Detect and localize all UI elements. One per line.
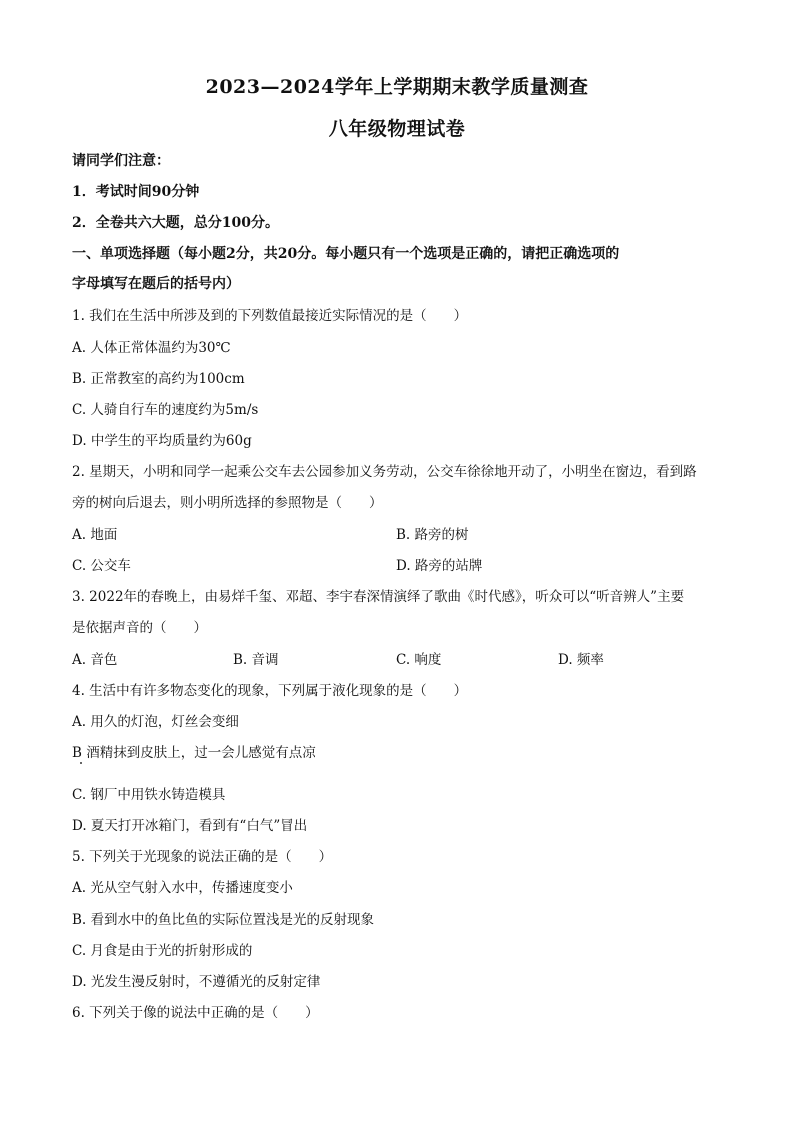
notice-item-2: 2．全卷共六大题，总分100分。 <box>72 215 279 231</box>
section-heading-line2: 字母填写在题后的括号内） <box>72 276 240 292</box>
q4-option-d: D. 夏天打开冰箱门，看到有“白气”冒出 <box>72 818 308 834</box>
q1-option-c: C. 人骑自行车的速度约为5m/s <box>72 402 259 418</box>
q4-option-a: A. 用久的灯泡，灯丝会变细 <box>72 714 239 730</box>
q1-stem: 1. 我们在生活中所涉及到的下列数值最接近实际情况的是（ ） <box>72 308 468 324</box>
exam-subtitle: 八年级物理试卷 <box>328 118 466 140</box>
q3-option-b: B. 音调 <box>233 652 279 668</box>
q4-stem: 4. 生活中有许多物态变化的现象，下列属于液化现象的是（ ） <box>72 683 468 699</box>
q5-option-a: A. 光从空气射入水中，传播速度变小 <box>72 880 293 896</box>
exam-title: 2023—2024学年上学期期末教学质量测查 <box>205 76 589 98</box>
section-heading-line1: 一、单项选择题（每小题2分，共20分。每小题只有一个选项是正确的，请把正确选项的 <box>72 246 620 262</box>
notice-heading: 请同学们注意： <box>72 153 170 169</box>
q3-stem-line2: 是依据声音的（ ） <box>72 620 207 636</box>
q3-option-c: C. 响度 <box>396 652 442 668</box>
q4-option-b: B 酒精抹到皮肤上，过一会儿感觉有点凉 <box>72 745 316 761</box>
q1-option-b: B. 正常教室的高约为100cm <box>72 371 245 387</box>
q2-option-b: B. 路旁的树 <box>396 527 469 543</box>
q3-stem-line1: 3. 2022年的春晚上，由易烊千玺、邓超、李宇春深情演绎了歌曲《时代感》，听众可以“听音辨人”主要 <box>72 589 685 605</box>
q2-option-c: C. 公交车 <box>72 558 131 574</box>
q3-option-d: D. 频率 <box>558 652 604 668</box>
q4-option-c: C. 钢厂中用铁水铸造模具 <box>72 787 226 803</box>
q5-option-b: B. 看到水中的鱼比鱼的实际位置浅是光的反射现象 <box>72 912 375 928</box>
q1-option-d: D. 中学生的平均质量约为60g <box>72 433 252 449</box>
q3-option-a: A. 音色 <box>72 652 118 668</box>
q2-option-d: D. 路旁的站牌 <box>396 558 483 574</box>
q5-option-c: C. 月食是由于光的折射形成的 <box>72 943 253 959</box>
q2-stem-line1: 2. 星期天，小明和同学一起乘公交车去公园参加义务劳动，公交车徐徐地开动了，小明坐在窗边，看到路 <box>72 464 697 480</box>
q6-stem: 6. 下列关于像的说法中正确的是（ ） <box>72 1005 319 1021</box>
q2-stem-line2: 旁的树向后退去，则小明所选择的参照物是（ ） <box>72 495 383 511</box>
q1-option-a: A. 人体正常体温约为30℃ <box>72 340 231 356</box>
q2-option-a: A. 地面 <box>72 527 118 543</box>
stray-dot <box>80 762 82 764</box>
q5-option-d: D. 光发生漫反射时，不遵循光的反射定律 <box>72 974 321 990</box>
q5-stem: 5. 下列关于光现象的说法正确的是（ ） <box>72 849 333 865</box>
notice-item-1: 1．考试时间90分钟 <box>72 184 200 200</box>
